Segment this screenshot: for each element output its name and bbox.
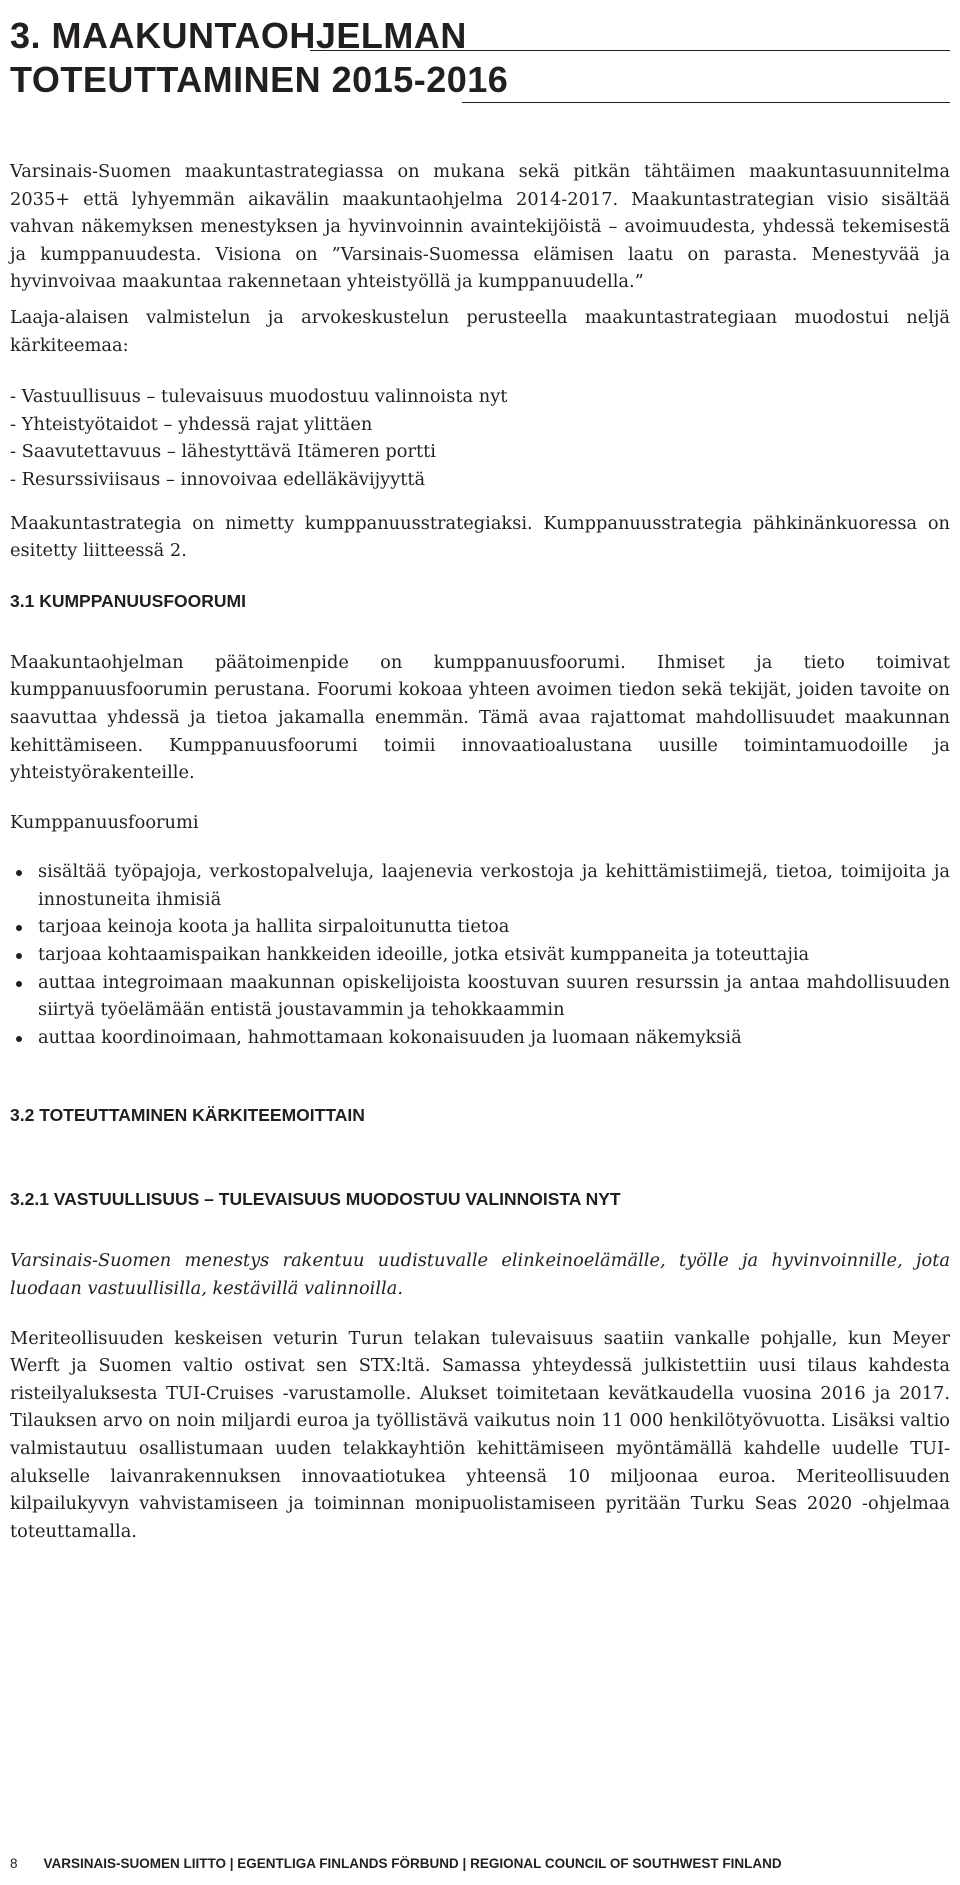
section-heading-3-1: 3.1 KUMPPANUUSFOORUMI [10,590,246,611]
title-rule [462,102,950,103]
list-item: - Saavutettavuus – lähestyttävä Itämeren portti [10,441,436,463]
theme-list [10,383,950,493]
section-label: Kumppanuusfoorumi [10,811,199,833]
page-number: 8 [10,1856,18,1871]
page-footer [10,1856,782,1871]
bullet-list [10,858,950,1051]
list-item: - Vastuullisuus – tulevaisuus muodostuu valinnoista nyt [10,386,508,408]
chapter-title-line-2: TOTEUTTAMINEN 2015-2016 [10,59,509,100]
list-item: auttaa integroimaan maakunnan opiskelijoista koostuvan suuren resurssin ja antaa mahdollisuuden siirtyä työelämään entistä joustavammin ja tehokkaammin [10,969,950,1024]
section-heading-3-2-1: 3.2.1 VASTUULLISUUS – TULEVAISUUS MUODOSTUU VALINNOISTA NYT [10,1189,621,1210]
list-item: sisältää työpajoja, verkostopalveluja, laajenevia verkostoja ja kehittämistiimejä, tietoa, toimijoita ja innostuneita ihmisiä [10,858,950,913]
section-paragraph: Meriteollisuuden keskeisen veturin Turun telakan tulevaisuus saatiin vankalle pohjalle, kun Meyer Werft ja Suomen valtio ostivat sen STX:ltä. Samassa yhteydessä julkistettiin uusi tilaus kahdesta risteilyaluksesta TUI-Cruises -varustamolle. Alukset toimitetaan kevätkaudella vuosina 2016 ja 2017. Tilauksen arvo on noin miljardi euroa ja työllistävä vaikutus noin 11 000 henkilötyövuotta. Lisäksi valtio valmistautuu osallistumaan uuden telakkayhtiön kehittämiseen myöntämällä kahdelle uudelle TUI-alukselle laivanrakennuksen innovaatiotukea yhteensä 10 miljoonaa euroa. Meriteollisuuden kilpailukyvyn vahvistamiseen ja toiminnan monipuolistamiseen pyritään Turku Seas 2020 -ohjelmaa toteuttamalla. [10,1327,950,1542]
chapter-title-line-1: 3. MAAKUNTAOHJELMAN [10,15,467,56]
list-item: - Yhteistyötaidot – yhdessä rajat ylittäen [10,413,373,435]
chapter-title [10,14,950,102]
list-item: tarjoaa keinoja koota ja hallita sirpaloitunutta tietoa [10,913,950,941]
footer-text: VARSINAIS-SUOMEN LIITTO | EGENTLIGA FINLANDS FÖRBUND | REGIONAL COUNCIL OF SOUTHWEST FINLAND [43,1856,782,1871]
list-item: auttaa koordinoimaan, hahmottamaan kokonaisuuden ja luomaan näkemyksiä [10,1024,950,1052]
intro-paragraph: Laaja-alaisen valmistelun ja arvokeskustelun perusteella maakuntastrategiaan muodostui neljä kärkiteemaa: [10,306,950,356]
document-page [10,0,950,1545]
title-rule [310,50,950,51]
section-paragraph: Maakuntaohjelman päätoimenpide on kumppanuusfoorumi. Ihmiset ja tieto toimivat kumppanuusfoorumin perustana. Foorumi kokoaa yhteen avoimen tiedon sekä tekijät, joiden tavoite on saavuttaa yhdessä ja tietoa jakamalla enemmän. Tämä avaa rajattomat mahdollisuudet maakunnan kehittämiseen. Kumppanuusfoorumi toimii innovaatioalustana uusille toimintamuodoille ja yhteistyörakenteille. [10,651,950,784]
intro-paragraph: Maakuntastrategia on nimetty kumppanuusstrategiaksi. Kumppanuusstrategia pähkinänkuoressa on esitetty liitteessä 2. [10,512,950,562]
section-heading-3-2: 3.2 TOTEUTTAMINEN KÄRKITEEMOITTAIN [10,1105,365,1126]
list-item: tarjoaa kohtaamispaikan hankkeiden ideoille, jotka etsivät kumppaneita ja toteuttajia [10,941,950,969]
list-item: - Resurssiviisaus – innovoivaa edelläkävijyyttä [10,468,426,490]
section-lead-italic: Varsinais-Suomen menestys rakentuu uudistuvalle elinkeinoelämälle, työlle ja hyvinvoinnille, jota luodaan vastuullisilla, kestävillä valinnoilla. [10,1250,950,1300]
intro-paragraph: Varsinais-Suomen maakuntastrategiassa on mukana sekä pitkän tähtäimen maakuntasuunnitelma 2035+ että lyhyemmän aikavälin maakuntaohjelma 2014-2017. Maakuntastrategian visio sisältää vahvan näkemyksen menestyksen ja hyvinvoinnin avaintekijöistä – avoimuudesta, yhdessä tekemisestä ja kumppanuudesta. Visiona on ”Varsinais-Suomessa elämisen laatu on parasta. Menestyvää ja hyvinvoivaa maakuntaa rakennetaan yhteistyöllä ja kumppanuudella.” [10,161,950,293]
